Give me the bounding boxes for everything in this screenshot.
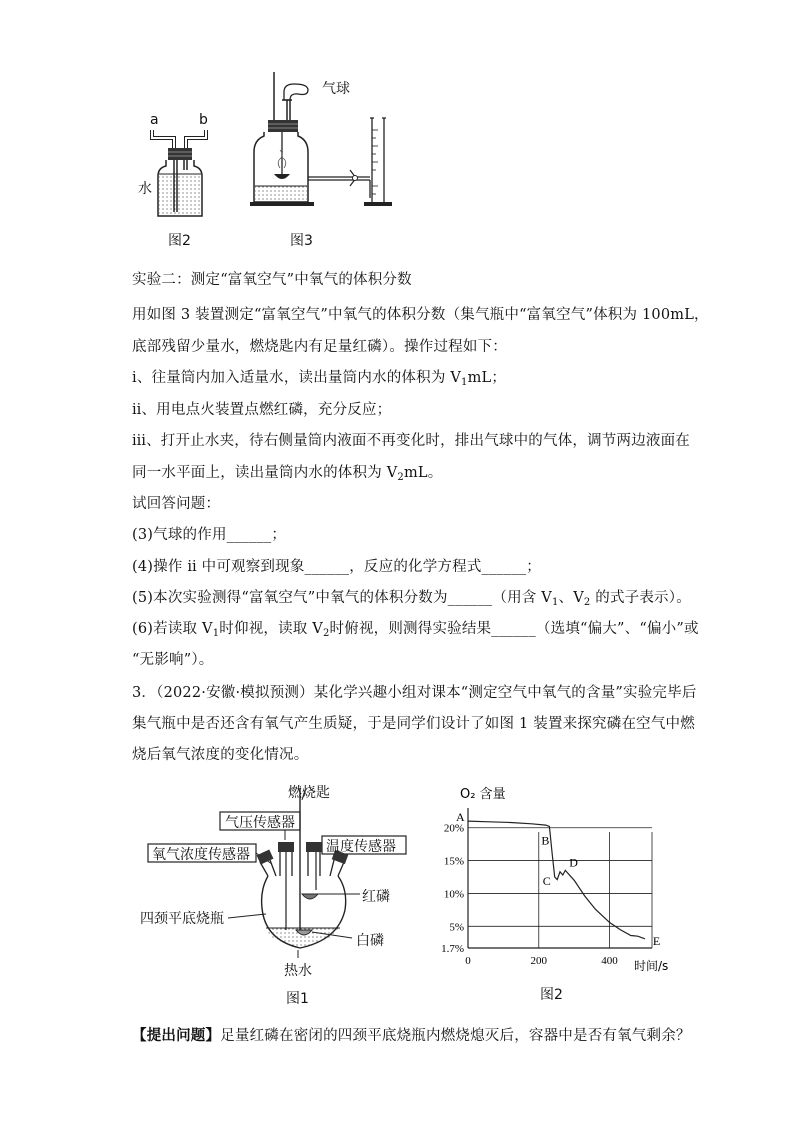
q6-text-b: 时仰视，读取 V	[219, 621, 323, 637]
fig1-label-pressure-sensor: 气压传感器	[225, 815, 295, 831]
prompt-label: 【提出问题】	[132, 1027, 221, 1044]
exp2-intro-line1: 用如图 3 装置测定“富氧空气”中氧气的体积分数（集气瓶中“富氧空气”体积为 100mL，	[132, 307, 709, 323]
step-iii-text: 同一水平面上，读出量筒内水的体积为 V	[132, 465, 398, 481]
fig3-caption: 图3	[290, 233, 313, 249]
exp2-step-iii-line2	[132, 463, 442, 488]
fig2-label-a: a	[150, 112, 159, 128]
question-prompt	[132, 1026, 691, 1046]
chart-point-label-d: D	[569, 855, 578, 870]
q6-text-a: (6)若读取 V	[132, 621, 213, 637]
fig1-label-temp-sensor: 温度传感器	[326, 839, 396, 855]
q5-text-b: 、V	[558, 590, 584, 606]
figure-2-gas-bottle	[130, 108, 230, 223]
step-iii-unit: mL。	[403, 465, 443, 481]
step-iii-sub: 2	[397, 472, 404, 483]
chart-point-label-b: B	[541, 833, 550, 848]
exp2-title: 实验二：测定“富氧空气”中氧气的体积分数	[132, 272, 412, 288]
fig2-label-b: b	[199, 112, 208, 128]
question-6-line2: “无影响”）。	[132, 652, 214, 668]
question-3-balloon: (3)气球的作用______；	[132, 527, 287, 543]
chart-point-label-a: A	[456, 810, 465, 825]
fig1-label-white-phosphorus: 白磷	[356, 933, 384, 949]
fig1-label-spoon: 燃烧匙	[288, 785, 330, 801]
q3-line2: 集气瓶中是否还含有氧气产生质疑，于是同学们设计了如图 1 装置来探究磷在空气中燃	[132, 716, 695, 732]
q5-text-a: (5)本次实验测得“富氧空气”中氧气的体积分数为______（用含 V	[132, 590, 552, 606]
chart-x-tick-label: 0	[465, 955, 471, 967]
chart-y-tick-label: 1.7%	[441, 943, 464, 955]
q6-sub-1: 1	[212, 628, 220, 639]
step-i-unit: mL；	[467, 370, 507, 386]
fig2-chart-caption: 图2	[540, 987, 563, 1003]
chart-x-ticks	[465, 955, 618, 967]
q5-sub-1: 1	[551, 597, 559, 608]
q5-sub-2: 2	[583, 597, 591, 608]
fig3-label-balloon: 气球	[322, 81, 350, 97]
q3-line1: 3．（2022·安徽·模拟预测）某化学兴趣小组对课本“测定空气中氧气的含量”实验完毕后	[132, 685, 697, 701]
q3-line3: 烧后氧气浓度的变化情况。	[132, 747, 309, 763]
chart-y-tick-label: 10%	[443, 888, 464, 901]
chart-x-tick-label: 400	[601, 955, 618, 967]
chart-point-label-e: E	[652, 933, 661, 948]
prompt-text: 足量红磷在密闭的四颈平底烧瓶内燃烧熄灭后，容器中是否有氧气剩余？	[220, 1028, 691, 1044]
chart-y-ticks	[441, 823, 464, 955]
chart-x-tick-label: 200	[530, 955, 548, 967]
chart-point-labels	[456, 810, 660, 948]
chart-grid	[468, 808, 652, 948]
exp2-step-ii: ⅱ、用电点火装置点燃红磷，充分反应；	[132, 402, 392, 418]
question-6-reading	[132, 619, 699, 644]
fig2-label-water: 水	[138, 181, 152, 197]
chart-y-tick-label: 5%	[449, 921, 464, 934]
chart-y-tick-label: 20%	[443, 822, 464, 835]
q6-sub-2: 2	[322, 628, 330, 639]
fig1-label-flask: 四颈平底烧瓶	[140, 911, 224, 927]
q5-text-c: 的式子表示）。	[590, 590, 691, 606]
fig1-label-red-phosphorus: 红磷	[362, 889, 390, 905]
question-5-fraction	[132, 588, 691, 613]
exp2-intro-line2: 底部残留少量水，燃烧匙内有足量红磷）。操作过程如下：	[132, 339, 507, 355]
answer-intro: 试回答问题：	[132, 496, 221, 512]
chart-series-line	[468, 821, 645, 939]
fig2-caption: 图2	[168, 233, 191, 249]
q6-text-c: 时俯视，则测得实验结果______（选填“偏大”、“偏小”或	[329, 621, 699, 637]
step-i-text: ⅰ、往量筒内加入适量水，读出量筒内水的体积为 V	[132, 370, 462, 386]
step-i-sub: 1	[461, 377, 468, 388]
chart-point-label-c: C	[542, 874, 551, 889]
question-4-phenomenon: (4)操作 ⅱ 中可观察到现象______，反应的化学方程式______；	[132, 559, 541, 575]
fig1-label-hot-water: 热水	[284, 963, 312, 979]
figure-2-oxygen-chart	[420, 780, 680, 980]
fig1-label-oxygen-sensor: 氧气浓度传感器	[152, 847, 250, 863]
chart-xlabel: 时间/s	[634, 959, 669, 973]
chart-ylabel: O₂ 含量	[460, 787, 506, 802]
exp2-step-i	[132, 368, 506, 393]
exp2-step-iii-line1: ⅲ、打开止水夹，待右侧量筒内液面不再变化时，排出气球中的气体，调节两边液面在	[132, 433, 691, 449]
fig1-caption: 图1	[286, 991, 309, 1007]
chart-y-tick-label: 15%	[443, 855, 464, 868]
